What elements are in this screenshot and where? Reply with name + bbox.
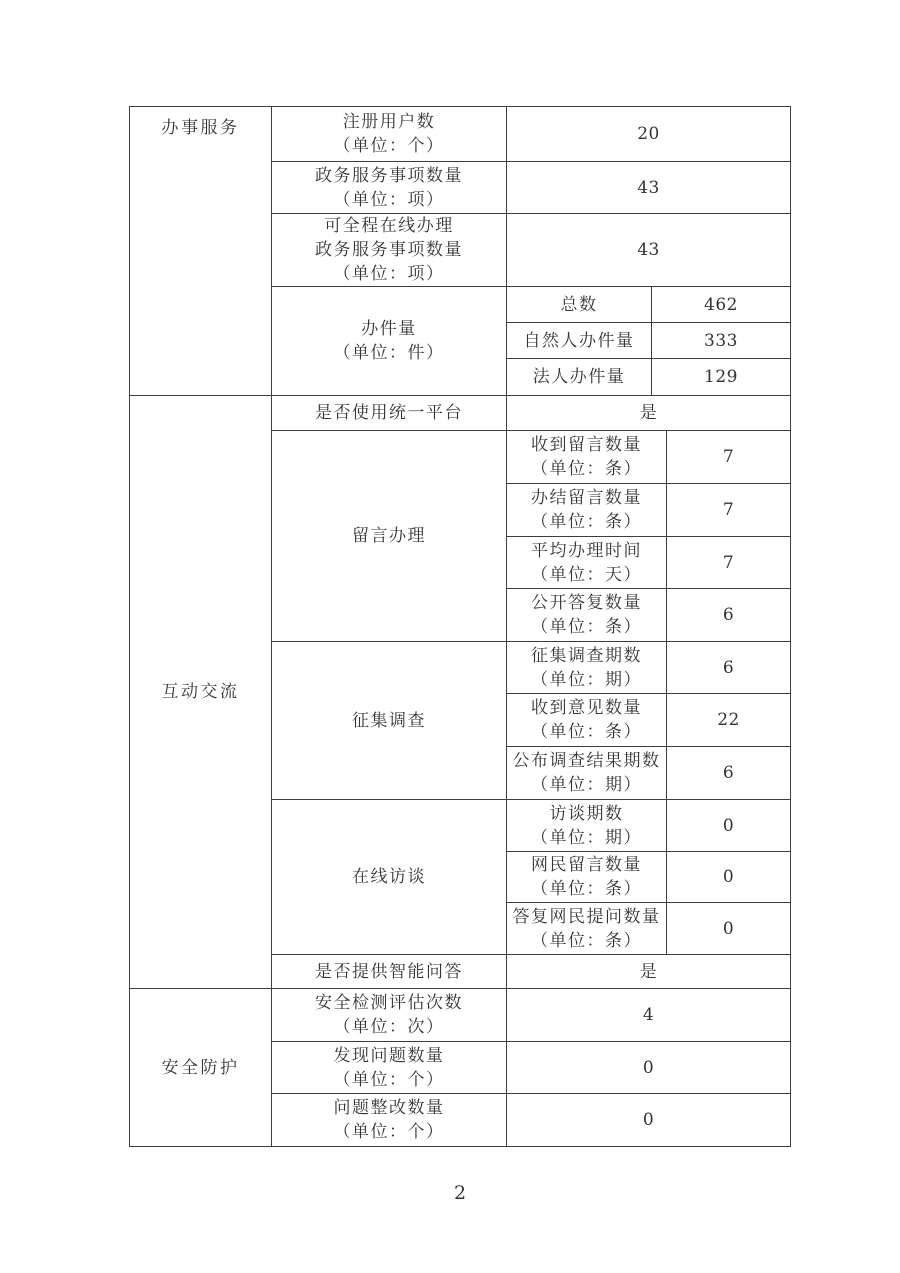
item-unit: （单位：个）	[333, 1122, 445, 1142]
value-cell: 0	[507, 1094, 791, 1147]
item-cell-smart-qa: 是否提供智能问答	[272, 955, 507, 989]
value-cell: 是	[507, 955, 791, 989]
subitem-label: 收到留言数量	[531, 435, 642, 455]
value-cell: 6	[667, 747, 791, 800]
item-cell-registered-users	[272, 107, 507, 162]
report-table	[129, 106, 791, 1147]
subitem-unit: （单位：条）	[531, 879, 642, 899]
item-unit: （单位：项）	[333, 189, 445, 210]
value-cell: 7	[667, 537, 791, 589]
subitem-label: 办结留言数量	[531, 488, 642, 508]
item-unit: （单位：个）	[333, 136, 445, 156]
subitem-cell	[507, 852, 667, 903]
subitem-unit: （单位：条）	[531, 459, 642, 479]
page-number: 2	[453, 1182, 467, 1204]
subitem-cell	[507, 694, 667, 747]
item-unit: （单位：次）	[333, 1017, 445, 1037]
category-cell-service: 办事服务	[130, 107, 272, 396]
item-unit: （单位：项）	[333, 264, 445, 284]
item-label: 政务服务事项数量	[315, 240, 463, 260]
value-cell: 4	[507, 989, 791, 1042]
item-cell-online-items	[272, 214, 507, 287]
subitem-cell	[507, 484, 667, 537]
subitem-cell	[507, 903, 667, 955]
value-cell: 0	[667, 800, 791, 852]
subitem-label: 访谈期数	[549, 803, 624, 824]
group-cell-survey: 征集调查	[272, 642, 507, 800]
group-cell-online-interview: 在线访谈	[272, 800, 507, 955]
subitem-label: 答复网民提问数量	[512, 906, 661, 927]
subitem-label: 网民留言数量	[531, 855, 642, 875]
subitem-label: 公布调查结果期数	[512, 751, 661, 771]
subitem-unit: （单位：条）	[531, 512, 642, 532]
item-cell-security-checks	[272, 989, 507, 1042]
item-cell-problems-found	[272, 1042, 507, 1094]
subitem-cell	[507, 589, 667, 642]
item-cell-problems-fixed	[272, 1094, 507, 1147]
category-cell-security: 安全防护	[130, 989, 272, 1147]
item-unit: （单位：个）	[333, 1069, 445, 1090]
value-cell: 7	[667, 484, 791, 537]
subitem-cell	[507, 642, 667, 694]
item-label: 问题整改数量	[333, 1098, 445, 1118]
value-cell: 是	[507, 396, 791, 431]
subitem-unit: （单位：期）	[531, 827, 642, 848]
value-cell: 43	[507, 162, 791, 214]
subitem-cell	[507, 747, 667, 800]
value-cell: 22	[667, 694, 791, 747]
value-cell: 0	[667, 852, 791, 903]
category-cell-interaction: 互动交流	[130, 396, 272, 989]
table-row	[130, 107, 791, 162]
group-cell-message-handling: 留言办理	[272, 431, 507, 642]
group-label: 办件量	[361, 319, 417, 339]
subitem-unit: （单位：条）	[531, 617, 642, 637]
item-cell-unified-platform: 是否使用统一平台	[272, 396, 507, 431]
subitem-cell	[507, 431, 667, 484]
value-cell: 43	[507, 214, 791, 287]
subitem-cell: 法人办件量	[507, 359, 652, 396]
value-cell: 6	[667, 589, 791, 642]
subitem-cell: 总数	[507, 287, 652, 323]
item-label: 安全检测评估次数	[315, 993, 463, 1013]
value-cell: 0	[507, 1042, 791, 1094]
value-cell: 6	[667, 642, 791, 694]
subitem-unit: （单位：期）	[531, 669, 642, 690]
subitem-unit: （单位：条）	[531, 930, 642, 951]
subitem-label: 平均办理时间	[531, 540, 642, 561]
subitem-label: 收到意见数量	[531, 698, 642, 718]
group-unit: （单位：件）	[333, 343, 445, 363]
value-cell: 7	[667, 431, 791, 484]
subitem-label: 征集调查期数	[531, 645, 642, 666]
item-label: 可全程在线办理	[324, 216, 454, 236]
value-cell: 20	[507, 107, 791, 162]
value-cell: 129	[652, 359, 791, 396]
item-label: 注册用户数	[342, 112, 436, 132]
group-cell-case-volume	[272, 287, 507, 396]
subitem-cell	[507, 537, 667, 589]
subitem-label: 公开答复数量	[531, 593, 642, 613]
item-cell-service-items	[272, 162, 507, 214]
value-cell: 462	[652, 287, 791, 323]
subitem-unit: （单位：条）	[531, 722, 642, 742]
subitem-unit: （单位：天）	[531, 564, 642, 585]
item-label: 政务服务事项数量	[315, 165, 463, 186]
subitem-unit: （单位：期）	[531, 775, 642, 795]
value-cell: 0	[667, 903, 791, 955]
subitem-cell: 自然人办件量	[507, 323, 652, 359]
item-label: 发现问题数量	[333, 1045, 445, 1066]
value-cell: 333	[652, 323, 791, 359]
table-row	[130, 989, 791, 1042]
subitem-cell	[507, 800, 667, 852]
table-row	[130, 396, 791, 431]
